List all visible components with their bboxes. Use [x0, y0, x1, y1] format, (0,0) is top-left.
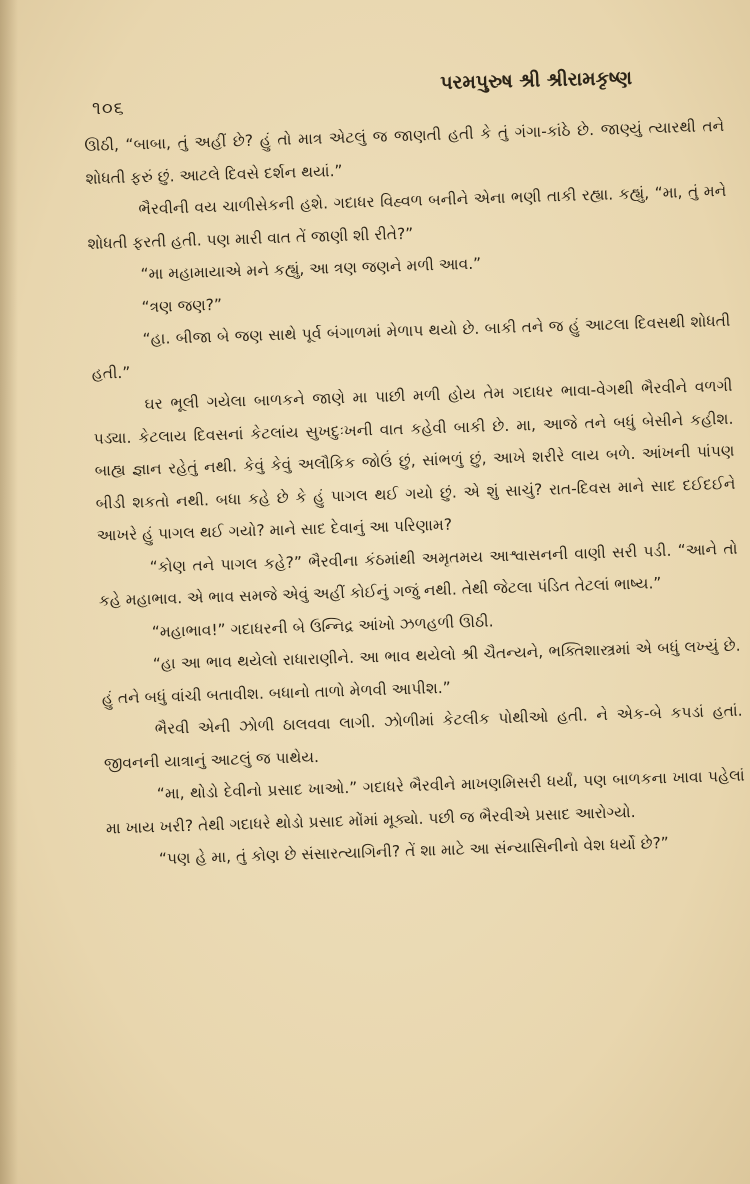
paragraph: ઘર ભૂલી ગયેલા બાળકને જાણે મા પાછી મળી હોય તેમ ગદાધર ભાવા-વેગથી ભૈરવીને વળગી પડ્યા. કેટલાય દિવસનાં કેટલાંય સુખદુઃખની વાત કહેવી બાકી છે. મા, આજે તને બધું બેસીને કહીશ. બાહ્ય જ્ઞાન રહેતું નથી. કેવું કેવું અલૌકિક જોઉં છું, સાંભળું છું, આખે શરીરે લાય બળે. આંખની પાંપણ બીડી શકતો નથી. બધા કહે છે કે હું પાગલ થઈ ગયો છું. એ શું સાચું? રાત-દિવસ માને સાદ દઈદઈને આખરે હું પાગલ થઈ ગયો? માને સાદ દેવાનું આ પરિણામ? [93, 376, 736, 545]
paragraph: “મા, થોડો દેવીનો પ્રસાદ ખાઓ.” ગદાધરે ભૈરવીને માખણમિસરી ધર્યાં, પણ બાળકના ખાવા પહેલાં મા ખાય ખરી? તેથી ગદાધરે થોડો પ્રસાદ મોંમાં મૂક્યો. પછી જ ભૈરવીએ પ્રસાદ આરોગ્યો. [105, 766, 745, 838]
spine-shadow [0, 0, 18, 1184]
running-title: પરમપુરુષ શ્રી શ્રીરામકૃષ્ણ [440, 66, 633, 94]
page-number: ૧૦૬ [92, 98, 125, 119]
paragraph: “મહાભાવ!” ગદાધરની બે ઉન્નિદ્ર આંખો ઝળહળી ઊઠી. [151, 611, 494, 641]
paragraph: “હા. બીજા બે જણ સાથે પૂર્વ બંગાળમાં મેળાપ થયો છે. બાકી તને જ હું આટલા દિવસથી શોધતી હતી.” [91, 311, 731, 383]
paragraph: “ત્રણ જણ?” [141, 295, 223, 316]
paragraph: ઊઠી, “બાબા, તું અહીં છે? હું તો માત્ર એટલું જ જાણતી હતી કે તું ગંગા-કાંઠે છે. જાણ્યું ત્યારથી તને શોધતી ફરું છું. આટલે દિવસે દર્શન થયાં.” [84, 116, 725, 188]
paragraph: “પણ હે મા, તું કોણ છે સંસારત્યાગિની? તેં શા માટે આ સંન્યાસિનીનો વેશ ધર્યો છે?” [158, 833, 670, 869]
paragraph: “કોણ તને પાગલ કહે?” ભૈરવીના કંઠમાંથી અમૃતમય આશ્વાસનની વાણી સરી પડી. “આને તો કહે મહાભાવ. એ ભાવ સમજે એવું અહીં કોઈનું ગજું નથી. તેથી જેટલા પંડિત તેટલાં ભાષ્ય.” [98, 539, 738, 610]
body-text [84, 110, 747, 877]
paragraph: ભૈરવી એની ઝોળી ઠાલવવા લાગી. ઝોળીમાં કેટલીક પોથીઓ હતી. ને એક-બે કપડાં હતાં. જીવનની યાત્રાનું આટલું જ પાથેય. [103, 701, 743, 773]
paragraph: “મા મહામાયાએ મને કહ્યું, આ ત્રણ જણને મળી આવ.” [140, 254, 482, 284]
paragraph: “હા આ ભાવ થયેલો રાધારાણીને. આ ભાવ થયેલો શ્રી ચૈતન્યને, ભક્તિશાસ્ત્રમાં એ બધું લખ્યું છે. હું તને બધું વાંચી બતાવીશ. બધાનો તાળો મેળવી આપીશ.” [101, 636, 741, 708]
paragraph: ભૈરવીની વય ચાળીસેકની હશે. ગદાધર વિહ્વળ બનીને એના ભણી તાકી રહ્યા. કહ્યું, “મા, તું મને શોધતી ફરતી હતી. પણ મારી વાત તેં જાણી શી રીતે?” [87, 181, 727, 253]
